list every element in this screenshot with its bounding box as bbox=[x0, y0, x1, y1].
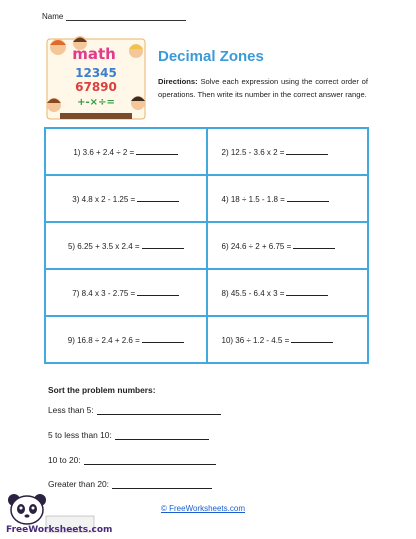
problem-cell bbox=[207, 175, 369, 222]
sort-row-greater-than-20 bbox=[48, 479, 212, 489]
problem-cell bbox=[45, 316, 207, 363]
name-label: Name bbox=[42, 12, 64, 21]
sort-row-5-to-10 bbox=[48, 430, 209, 440]
art-numbers-row2: 67890 bbox=[75, 80, 117, 94]
art-math-text: math bbox=[72, 45, 116, 63]
problem-expression: 5) 6.25 + 3.5 x 2.4 = bbox=[67, 242, 140, 251]
problem-cell bbox=[207, 269, 369, 316]
directions bbox=[158, 75, 368, 101]
name-blank-line[interactable] bbox=[66, 11, 186, 21]
problem-cell bbox=[45, 269, 207, 316]
directions-text: Solve each expression using the correct order of operations. Then write its number in the correct answer range. bbox=[158, 77, 368, 99]
problem-expression: 10) 36 ÷ 1.2 - 4.5 = bbox=[221, 336, 290, 345]
directions-label: Directions: bbox=[158, 77, 198, 86]
logo-text: FreeWorksheets.com bbox=[6, 525, 113, 535]
sort-range-label: Less than 5: bbox=[48, 405, 94, 415]
sort-heading: Sort the problem numbers: bbox=[48, 385, 156, 395]
answer-blank[interactable] bbox=[286, 146, 328, 155]
problem-cell bbox=[207, 222, 369, 269]
sort-answer-line[interactable] bbox=[112, 479, 212, 489]
freeworksheets-panda-logo bbox=[4, 490, 136, 536]
art-symbols: +-×÷= bbox=[77, 97, 115, 108]
math-kids-illustration bbox=[44, 33, 148, 123]
problem-expression: 3) 4.8 x 2 - 1.25 = bbox=[72, 195, 136, 204]
problem-grid bbox=[44, 127, 369, 364]
problem-expression: 9) 16.8 ÷ 2.4 + 2.6 = bbox=[67, 336, 140, 345]
sort-range-label: Greater than 20: bbox=[48, 479, 109, 489]
problem-expression: 7) 8.4 x 3 - 2.75 = bbox=[72, 289, 136, 298]
sort-answer-line[interactable] bbox=[84, 455, 216, 465]
sort-answer-line[interactable] bbox=[115, 430, 209, 440]
problem-expression: 1) 3.6 + 2.4 ÷ 2 = bbox=[73, 148, 135, 157]
answer-blank[interactable] bbox=[136, 146, 178, 155]
problem-expression: 4) 18 ÷ 1.5 - 1.8 = bbox=[221, 195, 285, 204]
problem-expression: 6) 24.6 ÷ 2 + 6.75 = bbox=[221, 242, 292, 251]
answer-blank[interactable] bbox=[137, 193, 179, 202]
sort-row-10-to-20 bbox=[48, 455, 216, 465]
problem-cell bbox=[45, 175, 207, 222]
answer-blank[interactable] bbox=[286, 287, 328, 296]
problem-expression: 8) 45.5 - 6.4 x 3 = bbox=[221, 289, 285, 298]
answer-blank[interactable] bbox=[142, 240, 184, 249]
worksheet-title: Decimal Zones bbox=[158, 48, 264, 65]
problem-cell bbox=[45, 222, 207, 269]
answer-blank[interactable] bbox=[142, 334, 184, 343]
art-numbers-row1: 12345 bbox=[75, 66, 117, 80]
answer-blank[interactable] bbox=[293, 240, 335, 249]
problem-cell bbox=[207, 128, 369, 175]
problem-cell bbox=[207, 316, 369, 363]
problem-expression: 2) 12.5 - 3.6 x 2 = bbox=[221, 148, 285, 157]
sort-row-less-than-5 bbox=[48, 405, 221, 415]
freeworksheets-link[interactable]: © FreeWorksheets.com bbox=[161, 504, 245, 513]
sort-range-label: 5 to less than 10: bbox=[48, 430, 112, 440]
problem-cell bbox=[45, 128, 207, 175]
answer-blank[interactable] bbox=[291, 334, 333, 343]
name-field-row bbox=[42, 11, 186, 21]
sort-answer-line[interactable] bbox=[97, 405, 221, 415]
answer-blank[interactable] bbox=[287, 193, 329, 202]
sort-range-label: 10 to 20: bbox=[48, 455, 81, 465]
answer-blank[interactable] bbox=[137, 287, 179, 296]
